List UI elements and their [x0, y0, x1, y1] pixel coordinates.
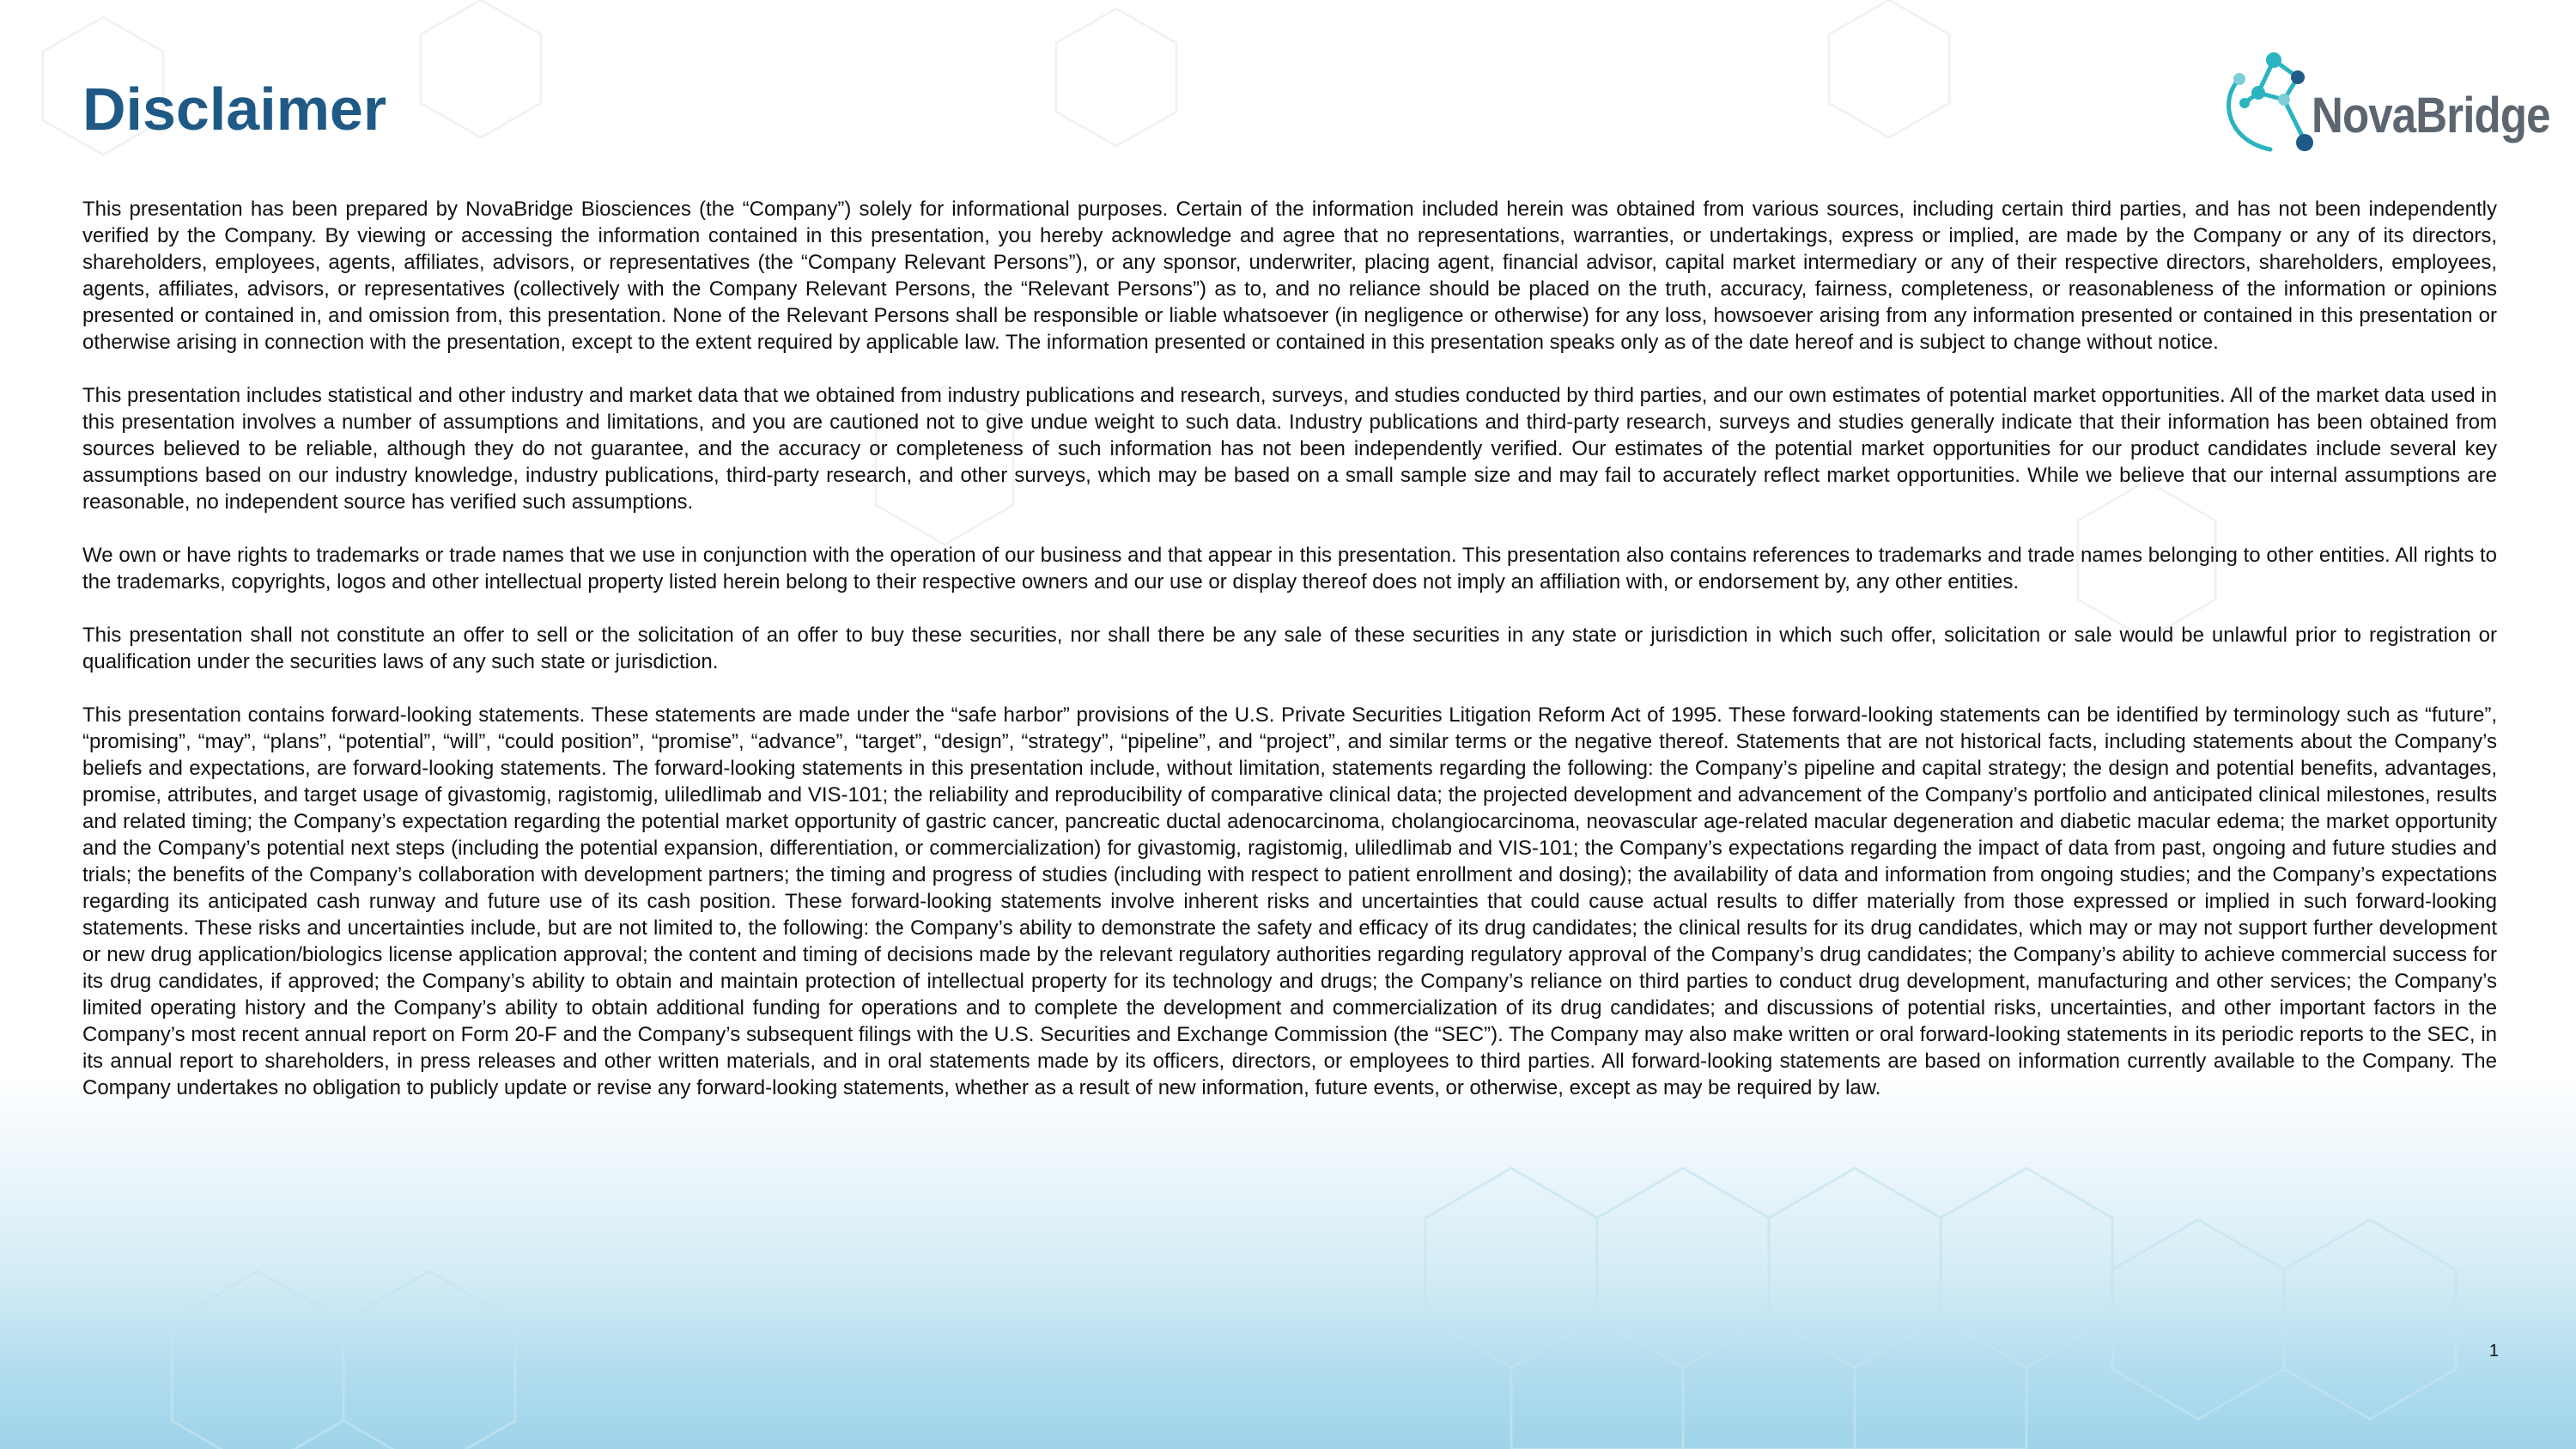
- molecule-logo-icon: [2219, 48, 2322, 165]
- paragraph-general: This presentation has been prepared by NovaBridge Biosciences (the “Company”) solely for informational purposes. Certain of the information included herein was obtained from various sources, including certain third parties, and has not been independently verified by the Company. By viewing or accessing the information contained in this presentation, you hereby acknowledge and agree that no representations, warranties, or undertakings, express or implied, are made by the Company or any of its directors, shareholders, employees, agents, affiliates, advisors, or representatives (the “Company Relevant Persons”), or any sponsor, underwriter, placing agent, financial advisor, capital market intermediary or any of their respective directors, shareholders, employees, agents, affiliates, advisors, or representatives (collectively with the Company Relevant Persons, the “Relevant Persons”) as to, and no reliance should be placed on the truth, accuracy, fairness, completeness, or reasonableness of the information or opinions presented or contained in, and omission from, this presentation. None of the Relevant Persons shall be responsible or liable whatsoever (in negligence or otherwise) for any loss, howsoever arising from any information presented or contained in this presentation or otherwise arising in connection with the presentation, except to the extent required by applicable law. The information presented or contained in this presentation speaks only as of the date hereof and is subject to change without notice.: [82, 198, 2497, 354]
- paragraph-trademarks: We own or have rights to trademarks or trade names that we use in conjunction with the operation of our business and that appear in this presentation. This presentation also contains references to trademarks and trade names belonging to other entities. All rights to the trademarks, copyrights, logos and other intellectual property listed herein belong to their respective owners and our use or display thereof does not imply an affiliation with, or endorsement by, any other entities.: [82, 544, 2497, 594]
- paragraph-forward-looking: This presentation contains forward-looking statements. These statements are made under the “safe harbor” provisions of the U.S. Private Securities Litigation Reform Act of 1995. These forward-looking statements can be identified by terminology such as “future”, “promising”, “may”, “plans”, “potential”, “will”, “could position”, “promise”, “advance”, “target”, “design”, “strategy”, “pipeline”, and “project”, and similar terms or the negative thereof. Statements that are not historical facts, including statements about the Company’s beliefs and expectations, are forward-looking statements. The forward-looking statements in this presentation include, without limitation, statements regarding the following: the Company’s pipeline and capital strategy; the design and potential benefits, advantages, promise, attributes, and target usage of givastomig, ragistomig, uliledlimab and VIS-101; the reliability and reproducibility of comparative clinical data; the projected development and advancement of the Company’s portfolio and anticipated clinical milestones, results and related timing; the Company’s expectation regarding the potential market opportunity of gastric cancer, pancreatic ductal adenocarcinoma, cholangiocarcinoma, neovascular age-related macular degeneration and diabetic macular edema; the market opportunity and the Company’s potential next steps (including the potential expansion, differentiation, or commercialization) for givastomig, ragistomig, uliledlimab and VIS-101; the Company’s expectations regarding the impact of data from past, ongoing and future studies and trials; the benefits of the Company’s collaboration with development partners; the timing and progress of studies (including with respect to patient enrollment and dosing); the availability of data and information from ongoing studies; and the Company’s expectations regarding its anticipated cash runway and future use of its cash position. These forward-looking statements involve inherent risks and uncertainties that could cause actual results to differ materially from those expressed or implied in such forward-looking statements. These risks and uncertainties include, but are not limited to, the following: the Company’s ability to demonstrate the safety and efficacy of its drug candidates; the clinical results for its drug candidates, which may or may not support further development or new drug application/biologics license application approval; the content and timing of decisions made by the relevant regulatory authorities regarding regulatory approval of the Company’s drug candidates; the Company’s ability to achieve commercial success for its drug candidates, if approved; the Company’s ability to obtain and maintain protection of intellectual property for its technology and drugs; the Company’s reliance on third parties to conduct drug development, manufacturing and other services; the Company’s limited operating history and the Company’s ability to obtain additional funding for operations and to complete the development and commercialization of its drug candidates; and discussions of potential risks, uncertainties, and other important factors in the Company’s most recent annual report on Form 20-F and the Company’s subsequent filings with the U.S. Securities and Exchange Commission (the “SEC”). The Company may also make written or oral forward-looking statements in its periodic reports to the SEC, in its annual report to shareholders, in press releases and other written materials, and in oral statements made by its officers, directors, or employees to third parties. All forward-looking statements are based on information currently available to the Company. The Company undertakes no obligation to publicly update or revise any forward-looking statements, whether as a result of new information, future events, or otherwise, except as may be required by law.: [82, 703, 2497, 1099]
- novabridge-logo: [2219, 48, 2550, 165]
- paragraph-market-data: This presentation includes statistical and other industry and market data that we obtained from industry publications and research, surveys, and studies conducted by third parties, and our own estimates of potential market opportunities. All of the market data used in this presentation involves a number of assumptions and limitations, and you are cautioned not to give undue weight to such data. Industry publications and third-party research, surveys and studies generally indicate that their information has been obtained from sources believed to be reliable, although they do not guarantee, and the accuracy or completeness of such information has not been independently verified. Our estimates of the potential market opportunities for our product candidates include several key assumptions based on our industry knowledge, industry publications, third-party research, and other surveys, which may be based on a small sample size and may fail to accurately reflect market opportunities. While we believe that our internal assumptions are reasonable, no independent source has verified such assumptions.: [82, 384, 2497, 514]
- logo-wordmark: NovaBridge: [2312, 88, 2550, 143]
- disclaimer-body: [82, 196, 2497, 1128]
- paragraph-no-offer: This presentation shall not constitute an offer to sell or the solicitation of an offer to buy these securities, nor shall there be any sale of these securities in any state or jurisdiction in which such offer, solicitation or sale would be unlawful prior to registration or qualification under the securities laws of any such state or jurisdiction.: [82, 624, 2497, 673]
- page-title: Disclaimer: [82, 76, 387, 143]
- page-number: 1: [2488, 1342, 2499, 1361]
